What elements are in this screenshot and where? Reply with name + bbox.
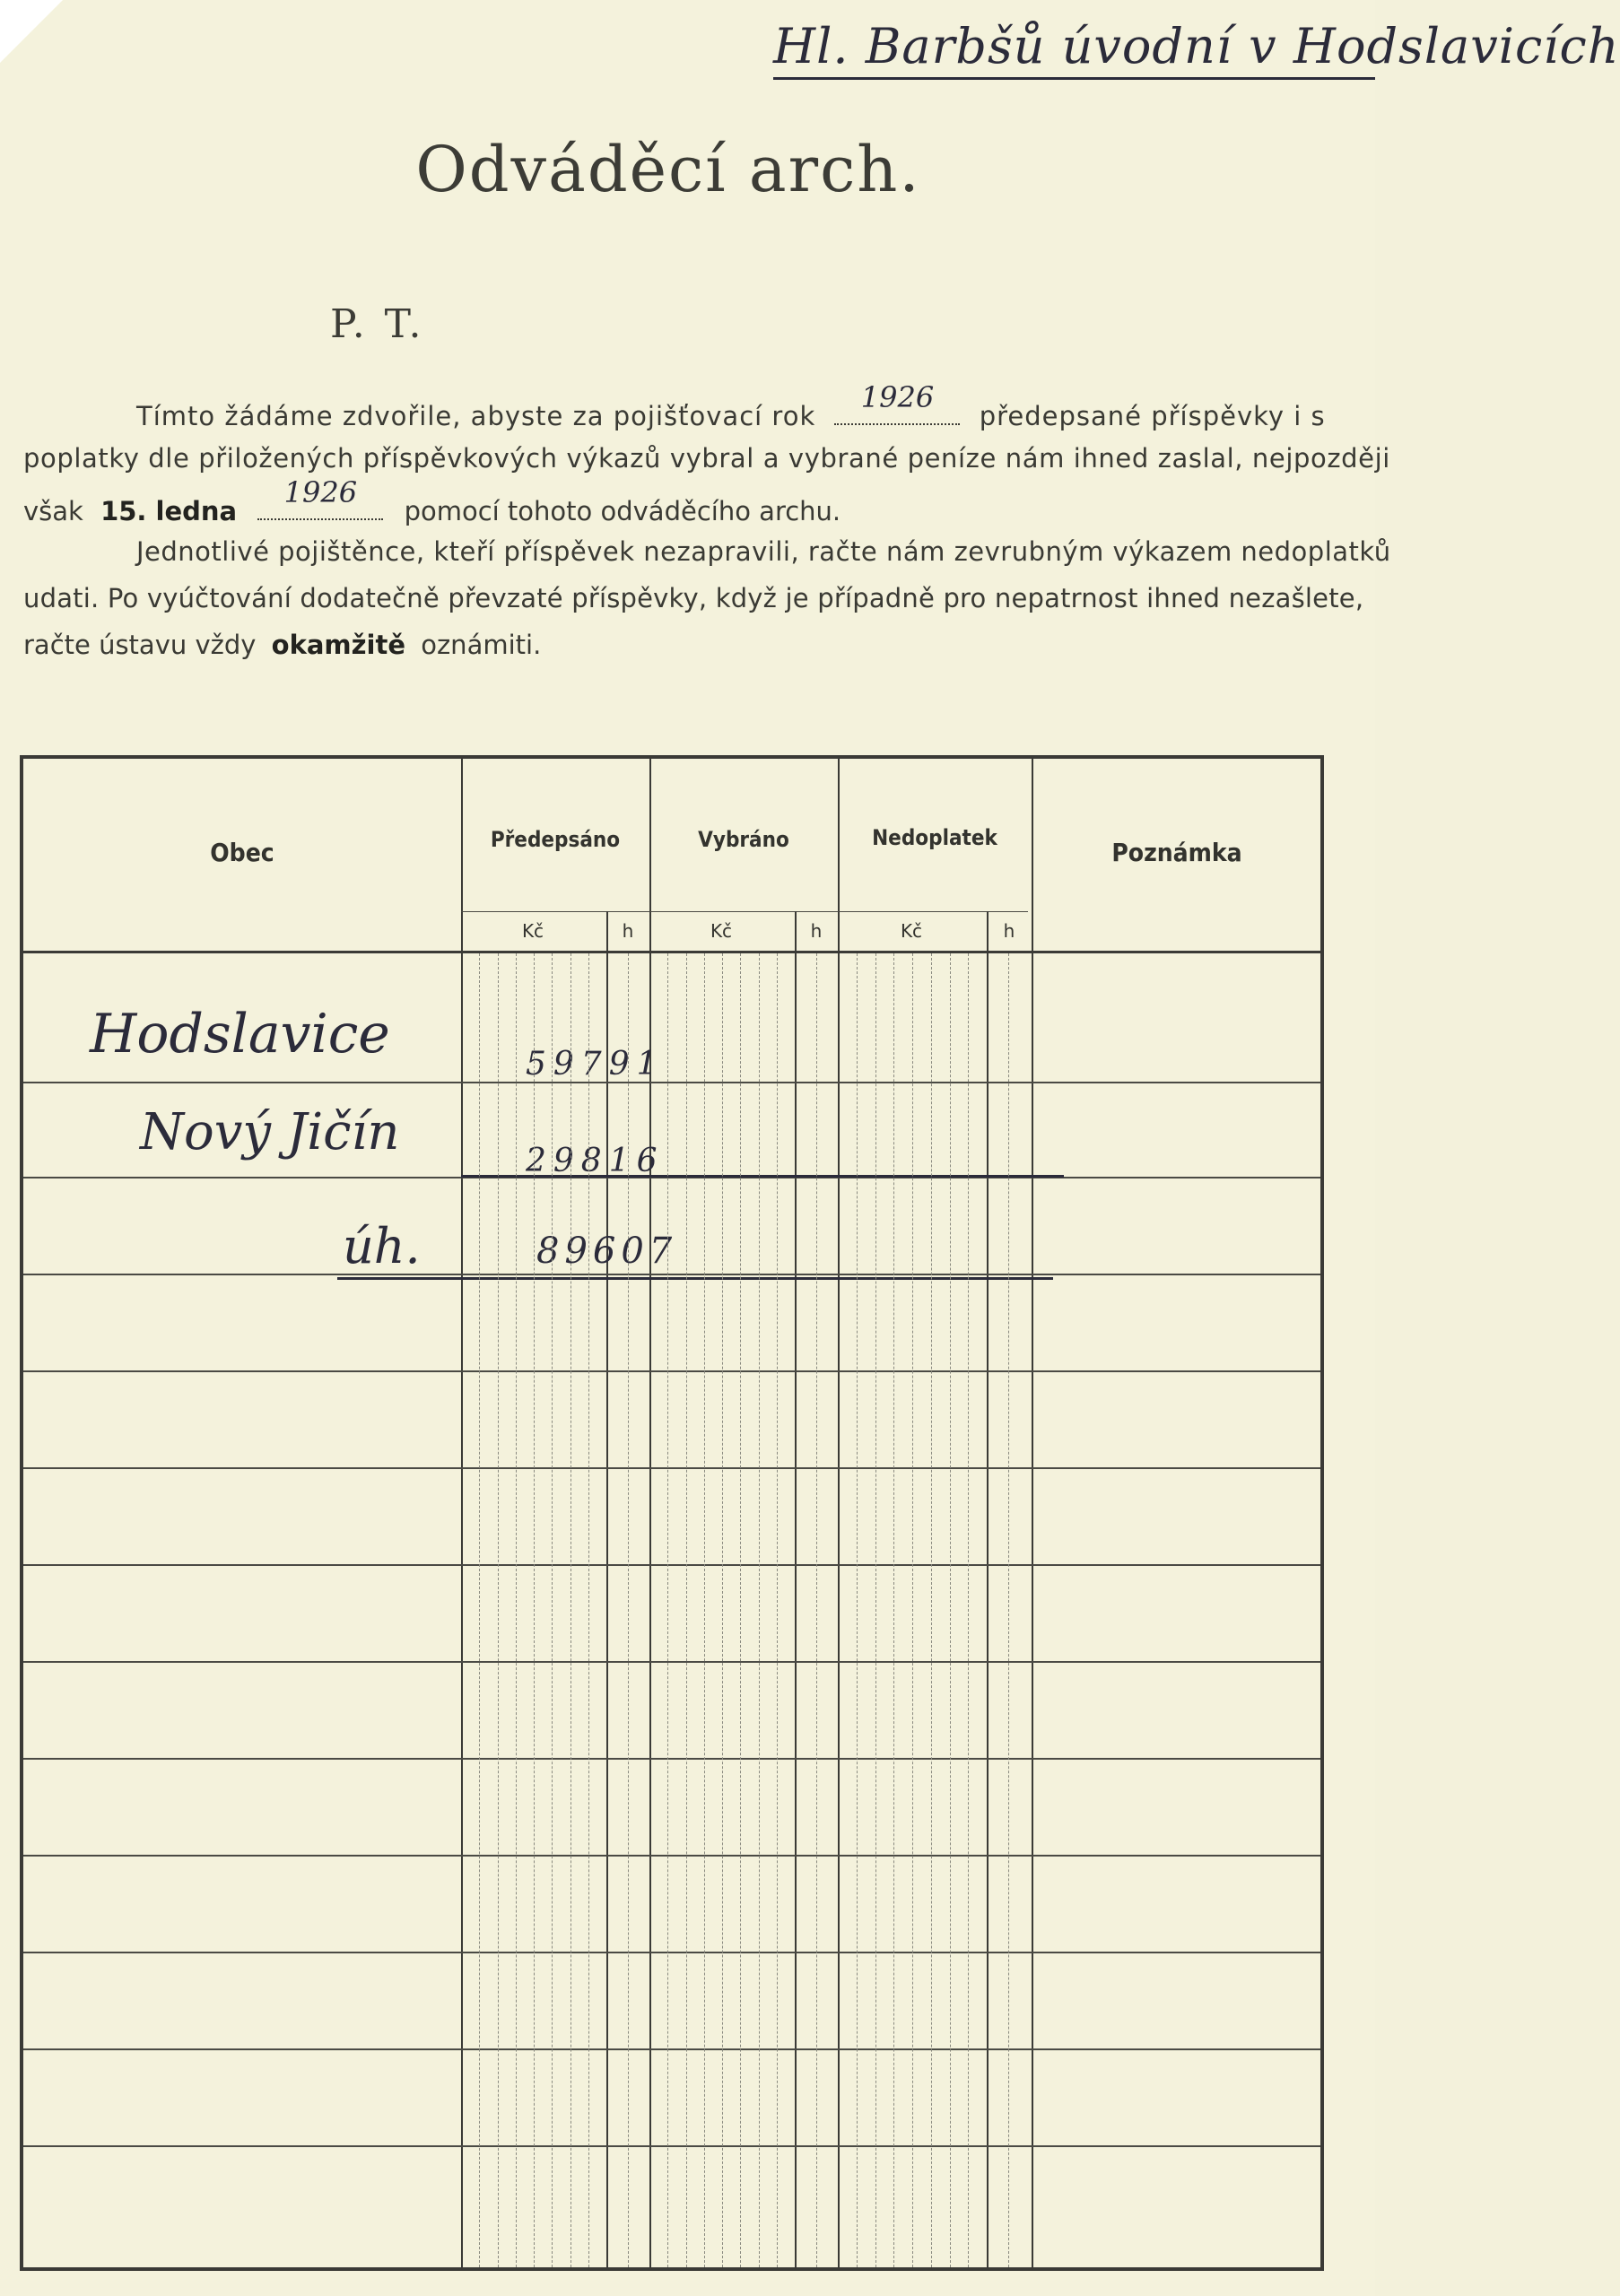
para2-line1: Jednotlivé pojištěnce, kteří příspěvek nezapravili, račte nám zevrubným výkazem nedoplatků — [136, 536, 1391, 567]
header-bottom-line — [23, 951, 1320, 953]
digit-guide — [931, 953, 932, 2267]
subheader-kc: Kč — [710, 920, 733, 942]
h-separator — [606, 911, 608, 2267]
digit-guide — [777, 953, 778, 2267]
row-line — [23, 2145, 1320, 2147]
row-predepsano: 59791 — [526, 1046, 665, 1083]
row-line — [23, 1952, 1320, 1953]
digit-guide — [479, 953, 480, 2267]
row-predepsano: 29816 — [526, 1143, 665, 1179]
digit-guide — [759, 953, 760, 2267]
digit-guide — [516, 953, 517, 2267]
deadline-year-handwritten: 1926 — [283, 475, 358, 509]
digit-guide — [628, 953, 629, 2267]
row-line — [23, 1758, 1320, 1760]
row-line — [23, 1082, 1320, 1083]
col-divider — [1032, 759, 1033, 2267]
digit-guide — [950, 953, 951, 2267]
digit-guide — [912, 953, 913, 2267]
col-divider — [838, 759, 840, 2267]
h-separator — [795, 911, 797, 2267]
para1-line1-end: předepsané příspěvky i s — [979, 401, 1326, 431]
row-line — [23, 1467, 1320, 1469]
salutation: P. T. — [330, 301, 425, 347]
deadline-year-field — [257, 475, 383, 520]
digit-guide — [857, 953, 858, 2267]
subheader-kc: Kč — [521, 920, 544, 942]
row-line — [23, 2048, 1320, 2050]
para2-line3-a: račte ústavu vždy — [23, 630, 257, 660]
handwritten-header-note: Hl. Barbšů úvodní v Hodslavicích — [773, 18, 1620, 74]
remittance-table — [20, 755, 1324, 2271]
digit-guide — [875, 953, 876, 2267]
row-line — [23, 1661, 1320, 1663]
row-obec: Hodslavice — [90, 1003, 390, 1065]
para2-line3-b: oznámiti. — [421, 630, 542, 660]
header-underline — [773, 77, 1375, 80]
subheader-h: h — [622, 920, 634, 942]
para1-line1 — [136, 380, 1326, 431]
para1-line1-text: Tímto žádáme zdvořile, abyste za pojišťovací rok — [136, 401, 816, 431]
folded-corner — [0, 0, 63, 63]
subheader-h: h — [810, 920, 823, 942]
para2-line3 — [23, 630, 541, 660]
digit-guide — [968, 953, 969, 2267]
row-predepsano: 89607 — [536, 1231, 678, 1272]
digit-guide — [686, 953, 687, 2267]
row-line — [23, 1274, 1320, 1275]
row-obec: Nový Jičín — [140, 1103, 400, 1161]
col-divider — [649, 759, 651, 2267]
h-separator — [987, 911, 989, 2267]
para1-line3 — [23, 475, 841, 526]
year-handwritten: 1926 — [860, 380, 935, 414]
digit-guide — [588, 953, 589, 2267]
document-title: Odváděcí arch. — [415, 133, 921, 206]
total-underline — [337, 1277, 1053, 1280]
subheader-h: h — [1003, 920, 1015, 942]
deadline-date: 15. ledna — [100, 496, 238, 526]
digit-guide — [740, 953, 741, 2267]
para1-line3-b: pomocí tohoto odváděcího archu. — [404, 496, 841, 526]
row-line — [23, 1564, 1320, 1566]
para1-line2: poplatky dle přiložených příspěvkových výkazů vybral a vybrané peníze nám ihned zaslal, nejpozději — [23, 443, 1390, 474]
digit-guide — [570, 953, 571, 2267]
para2-bold-word: okamžitě — [271, 630, 405, 660]
digit-guide — [498, 953, 499, 2267]
digit-guide — [534, 953, 535, 2267]
row-line — [23, 1855, 1320, 1857]
header-nedoplatek: Nedoplatek — [872, 825, 997, 850]
header-vybrano: Vybráno — [698, 827, 789, 852]
para2-line2: udati. Po vyúčtování dodatečně převzaté příspěvky, když je případně pro nepatrnost ihned nezašlete, — [23, 583, 1364, 613]
digit-guide — [704, 953, 705, 2267]
digit-guide — [816, 953, 817, 2267]
header-predepsano: Předepsáno — [490, 827, 621, 852]
subheader-line — [461, 911, 1028, 912]
subheader-kc: Kč — [900, 920, 923, 942]
header-obec: Obec — [210, 838, 274, 867]
digit-guide — [893, 953, 894, 2267]
digit-guide — [1008, 953, 1009, 2267]
digit-guide — [722, 953, 723, 2267]
para1-line3-a: však — [23, 496, 83, 526]
row-obec: úh. — [343, 1218, 421, 1274]
row-line — [23, 1370, 1320, 1372]
year-field — [834, 380, 960, 425]
col-divider — [461, 759, 463, 2267]
digit-guide — [552, 953, 553, 2267]
header-poznamka: Poznámka — [1111, 838, 1242, 867]
digit-guide — [667, 953, 668, 2267]
